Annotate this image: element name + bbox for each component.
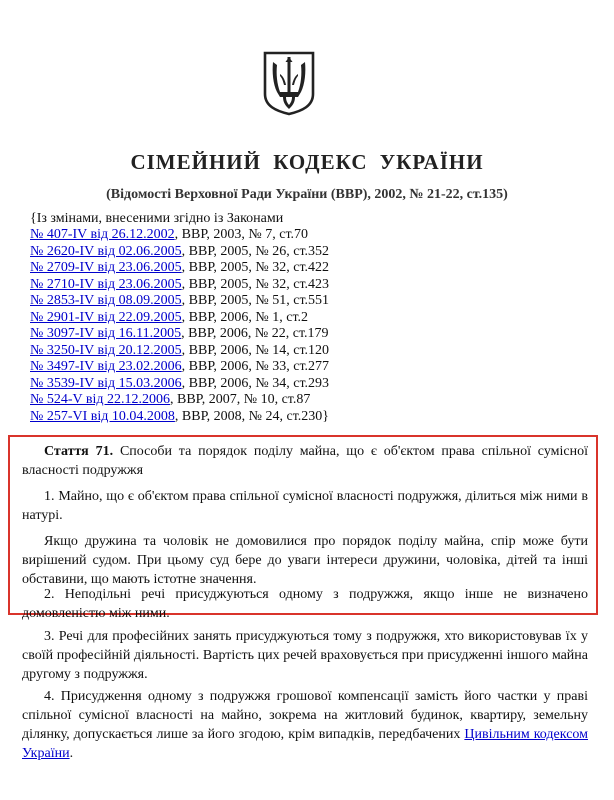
paragraph-4-text: 4. Присудження одному з подружжя грошової компенсації замість його частки у праві спільної сумісної власності на майно, зокрема на житловий будинок, квартиру, земельну ділянку, допускається лише за його згодою, крім випадків, передбачених [22, 689, 588, 742]
amendment-ref: , ВВР, 2006, № 22, ст.179 [181, 326, 329, 341]
amendment-link[interactable]: № 2853-IV від 08.09.2005 [30, 293, 182, 308]
list-item [30, 260, 329, 277]
amendment-link[interactable]: № 3097-IV від 16.11.2005 [30, 326, 182, 341]
amendment-link[interactable]: № 524-V від 22.12.2006 [30, 392, 170, 407]
article-paragraph-4 [22, 687, 588, 763]
civil-code-link[interactable]: Цивільним кодексом України [22, 727, 589, 761]
list-item [30, 227, 329, 244]
list-item [30, 359, 329, 376]
amendment-ref: , ВВР, 2005, № 51, ст.551 [181, 293, 330, 308]
list-item [30, 343, 329, 360]
amendments-intro: {Із змінами, внесеними згідно із Законами [30, 211, 284, 226]
amendment-link[interactable]: № 407-IV від 26.12.2002 [30, 227, 175, 242]
amendment-link[interactable]: № 257-VI від 10.04.2008 [30, 408, 175, 424]
amendment-link[interactable]: № 2710-IV від 23.06.2005 [30, 276, 182, 292]
amendment-ref: , ВВР, 2005, № 26, ст.352 [181, 243, 330, 259]
list-item [30, 376, 329, 393]
amendment-ref: , ВВР, 2006, № 1, ст.2 [181, 309, 309, 325]
amendment-link[interactable]: № 2901-IV від 22.09.2005 [30, 309, 182, 325]
ukraine-trident-emblem-icon [262, 50, 316, 116]
list-item [30, 409, 329, 426]
list-item [30, 310, 329, 327]
article-paragraph-1b: Якщо дружина та чоловік не домовилися про порядок поділу майна, спір може бути вирішений судом. При цьому суд бере до уваги інтереси дружини, чоловіка, дітей та інші обставини, що мають істотне значення. [22, 534, 588, 587]
amendment-ref: , ВВР, 2005, № 32, ст.422 [181, 260, 330, 275]
article-paragraph-2: 2. Неподільні речі присуджуються одному з подружжя, якщо інше не визначено домовленістю між ними. [22, 587, 588, 621]
list-item [30, 277, 329, 294]
article-title: Способи та порядок поділу майна, що є об'єктом права спільної сумісної власності подружжя [22, 444, 588, 478]
article-heading [22, 442, 588, 480]
page-title: СІМЕЙНИЙ КОДЕКС УКРАЇНИ [130, 150, 484, 174]
list-item [30, 392, 329, 409]
amendment-ref: , ВВР, 2006, № 34, ст.293 [181, 375, 330, 391]
amendment-ref: , ВВР, 2007, № 10, ст.87 [170, 392, 311, 407]
list-item [30, 293, 329, 310]
article-number: Стаття 71. [44, 444, 114, 459]
article-paragraph-1: 1. Майно, що є об'єктом права спільної сумісної власності подружжя, ділиться між ними в натурі. [22, 489, 588, 523]
amendment-ref: , ВВР, 2006, № 14, ст.120 [181, 342, 330, 358]
amendment-link[interactable]: № 2709-IV від 23.06.2005 [30, 260, 182, 275]
publication-source: (Відомості Верховної Ради України (ВВР), 2002, № 21-22, ст.135) [106, 187, 508, 202]
amendment-link[interactable]: № 3539-IV від 15.03.2006 [30, 375, 182, 391]
amendment-ref: , ВВР, 2005, № 32, ст.423 [181, 276, 330, 292]
article-paragraph-3: 3. Речі для професійних занять присуджуються тому з подружжя, хто використовував їх у своїй професійній діяльності. Вартість цих речей враховується при присудженні іншого майна другому з подружжя. [22, 629, 588, 682]
amendment-link[interactable]: № 3497-IV від 23.02.2006 [30, 359, 182, 374]
amendment-ref: , ВВР, 2006, № 33, ст.277 [181, 359, 330, 374]
amendment-link[interactable]: № 3250-IV від 20.12.2005 [30, 342, 182, 358]
amendment-link[interactable]: № 2620-IV від 02.06.2005 [30, 243, 182, 259]
amendment-ref: , ВВР, 2008, № 24, ст.230} [174, 408, 329, 424]
list-item [30, 244, 329, 261]
amendments-list [30, 227, 329, 425]
amendment-ref: , ВВР, 2003, № 7, ст.70 [174, 227, 309, 242]
list-item [30, 326, 329, 343]
paragraph-4-end: . [69, 746, 74, 761]
